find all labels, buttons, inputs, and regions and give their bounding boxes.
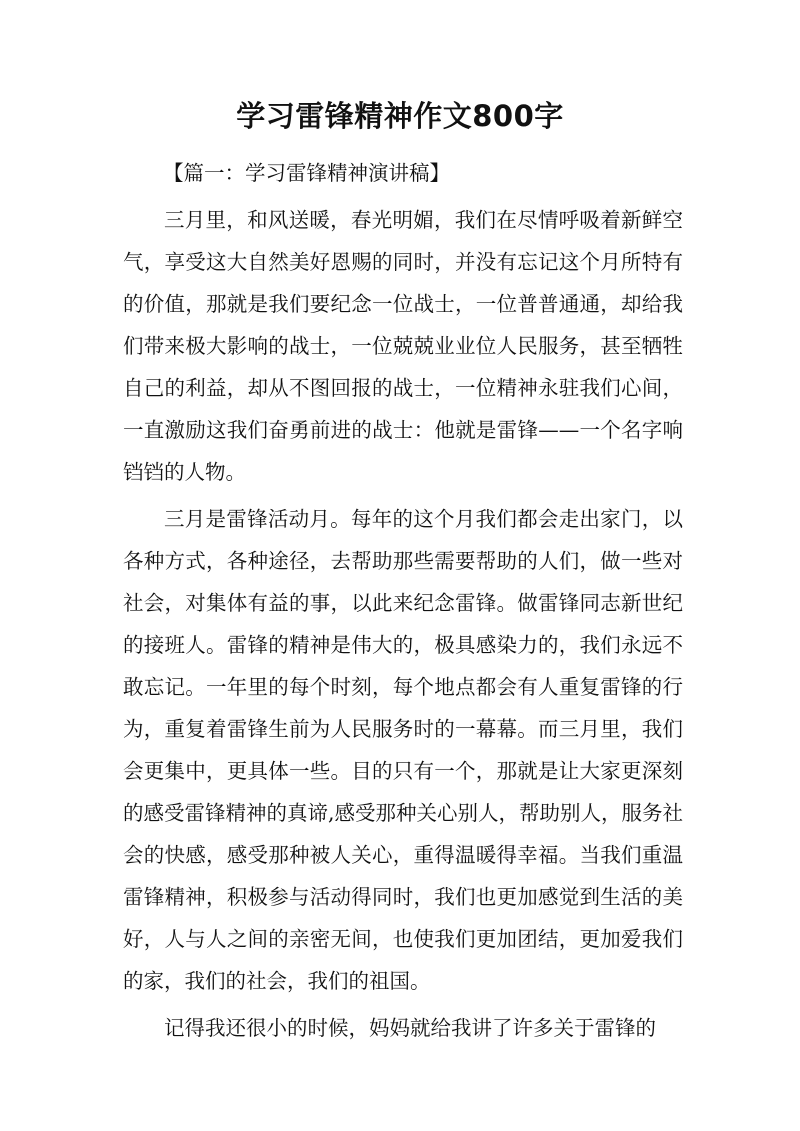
document-body bbox=[123, 152, 683, 1054]
paragraph-1: 三月里，和风送暖，春光明媚，我们在尽情呼吸着新鲜空气，享受这大自然美好恩赐的同时，并没有忘记这个月所特有的价值，那就是我们要纪念一位战士，一位普普通通，却给我们带来极大影响的战士，一位兢兢业业位人民服务，甚至牺牲自己的利益，却从不图回报的战士，一位精神永驻我们心间，一直激励这我们奋勇前进的战士：他就是雷锋——一个名字响铛铛的人物。 bbox=[123, 208, 683, 484]
paragraph-3: 记得我还很小的时候，妈妈就给我讲了许多关于雷锋的 bbox=[164, 1016, 656, 1040]
paragraph-2: 三月是雷锋活动月。每年的这个月我们都会走出家门，以各种方式，各种途径，去帮助那些需要帮助的人们，做一些对社会，对集体有益的事，以此来纪念雷锋。做雷锋同志新世纪的接班人。雷锋的精神是伟大的，极具感染力的，我们永远不敢忘记。一年里的每个时刻，每个地点都会有人重复雷锋的行为，重复着雷锋生前为人民服务时的一幕幕。而三月里，我们会更集中，更具体一些。目的只有一个，那就是让大家更深刻的感受雷锋精神的真谛,感受那种关心别人，帮助别人，服务社会的快感，感受那种被人关心，重得温暖得幸福。当我们重温雷锋精神，积极参与活动得同时，我们也更加感觉到生活的美好，人与人之间的亲密无间，也使我们更加团结，更加爱我们的家，我们的社会，我们的祖国。 bbox=[123, 507, 684, 993]
section-heading: 【篇一：学习雷锋精神演讲稿】 bbox=[163, 161, 450, 185]
document-title: 学习雷锋精神作文800字 bbox=[236, 99, 564, 133]
